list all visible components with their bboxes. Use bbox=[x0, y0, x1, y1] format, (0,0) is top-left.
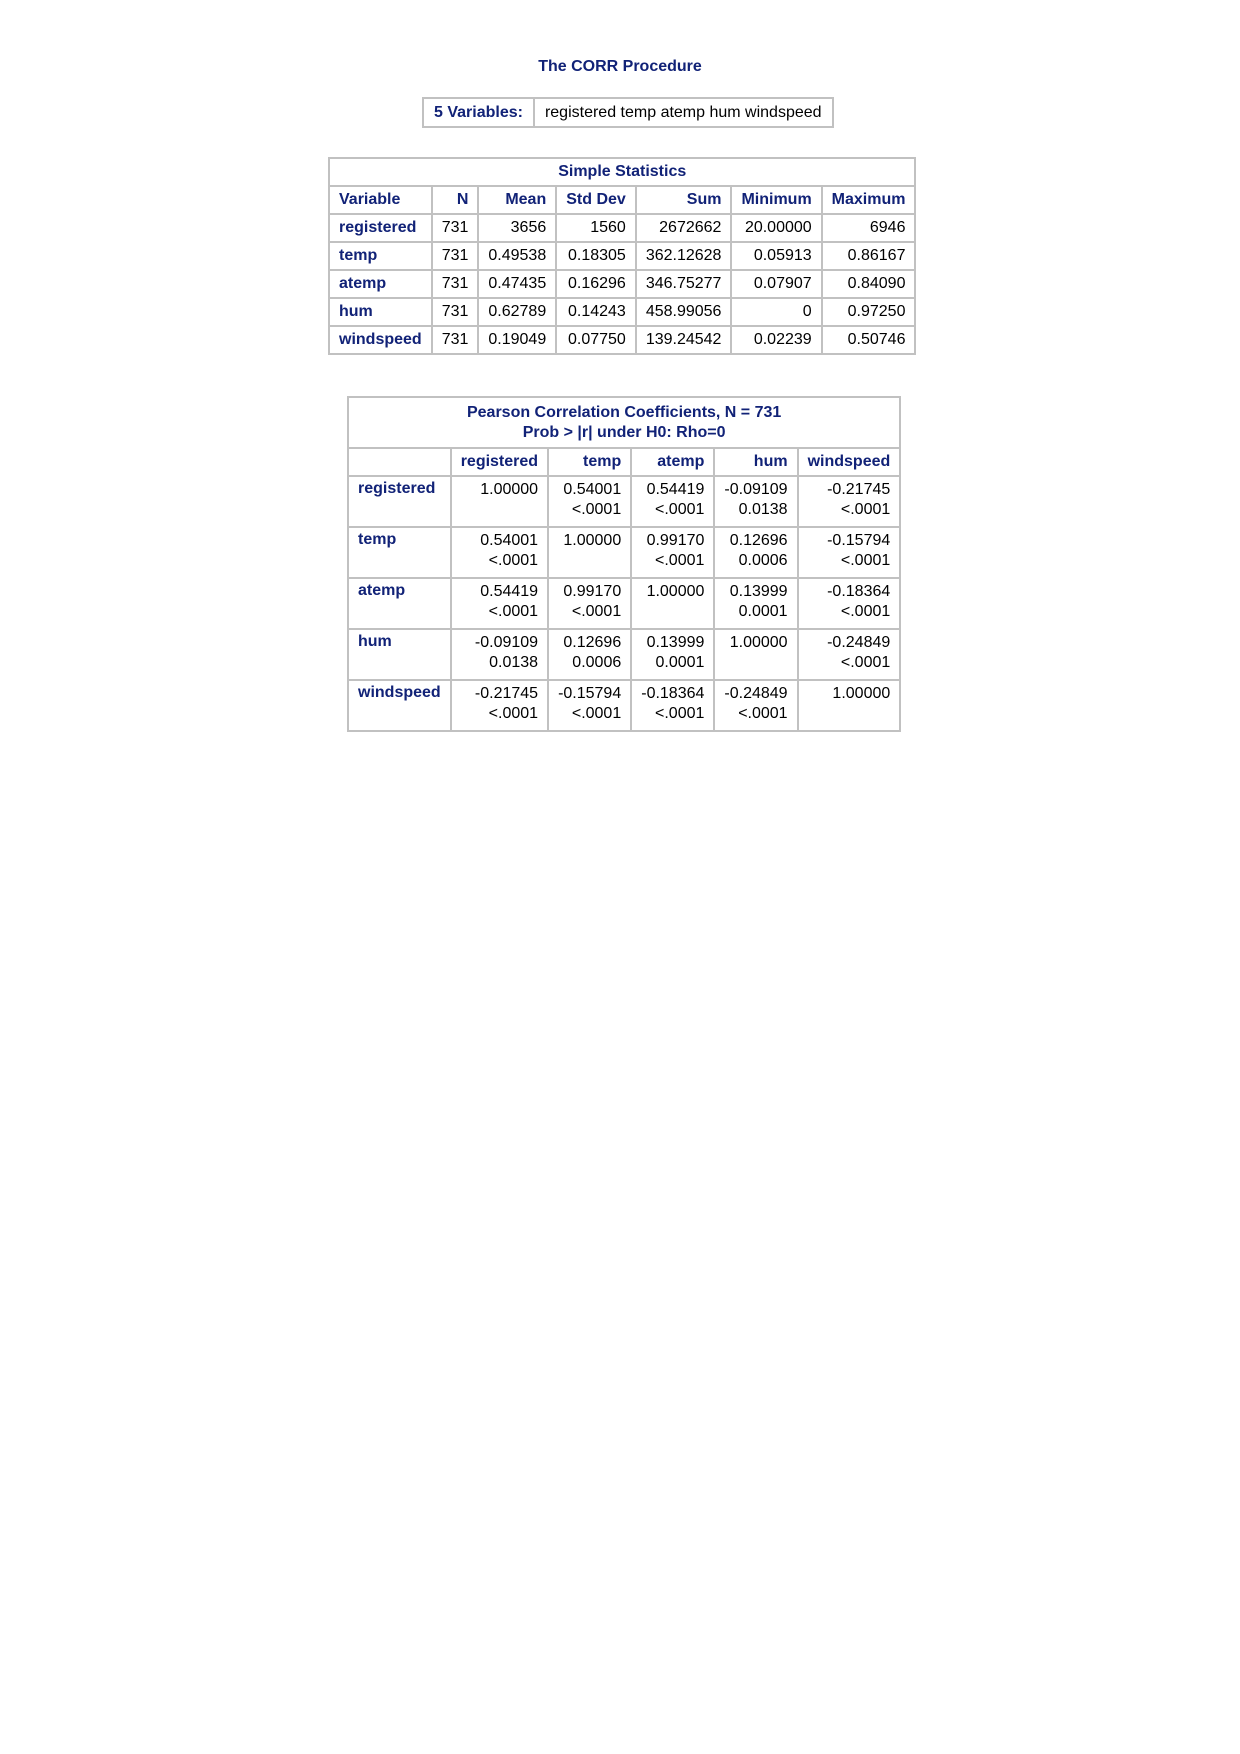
stats-row-label: hum bbox=[329, 298, 432, 326]
stats-col-header: Mean bbox=[478, 186, 556, 214]
pearson-row bbox=[348, 629, 900, 680]
pearson-coefficient: 1.00000 bbox=[832, 685, 891, 702]
stats-cell: 0.50746 bbox=[822, 326, 916, 354]
pearson-p-value: <.0001 bbox=[840, 552, 891, 569]
stats-cell: 1560 bbox=[556, 214, 636, 242]
pearson-coefficient: 1.00000 bbox=[480, 481, 539, 498]
pearson-cell bbox=[631, 629, 714, 680]
pearson-correlation-table bbox=[347, 396, 901, 732]
pearson-p-value: <.0001 bbox=[571, 603, 622, 620]
stats-cell: 346.75277 bbox=[636, 270, 732, 298]
pearson-p-value: <.0001 bbox=[488, 603, 539, 620]
pearson-p-value: 0.0006 bbox=[738, 552, 788, 569]
pearson-p-value: <.0001 bbox=[738, 705, 788, 722]
stats-cell: 0.84090 bbox=[822, 270, 916, 298]
stats-cell: 731 bbox=[432, 270, 479, 298]
simple-statistics-caption: Simple Statistics bbox=[329, 158, 915, 186]
stats-row bbox=[329, 214, 915, 242]
pearson-p-value: <.0001 bbox=[655, 705, 705, 722]
pearson-coefficient: -0.21745 bbox=[827, 481, 891, 498]
pearson-body bbox=[348, 476, 900, 731]
stats-col-header: Variable bbox=[329, 186, 432, 214]
pearson-cell bbox=[548, 527, 631, 578]
pearson-p-value: <.0001 bbox=[655, 552, 705, 569]
pearson-coefficient: 0.13999 bbox=[729, 583, 788, 600]
simple-statistics-body bbox=[329, 214, 915, 354]
pearson-coefficient: 1.00000 bbox=[563, 532, 622, 549]
pearson-cell bbox=[714, 476, 797, 527]
pearson-col-header: registered bbox=[451, 448, 548, 476]
pearson-cell bbox=[798, 680, 901, 731]
pearson-cell bbox=[631, 527, 714, 578]
stats-col-header: Maximum bbox=[822, 186, 916, 214]
stats-cell: 0.19049 bbox=[478, 326, 556, 354]
pearson-header-row bbox=[348, 448, 900, 476]
stats-cell: 0.16296 bbox=[556, 270, 636, 298]
pearson-cell bbox=[714, 680, 797, 731]
pearson-row-label: registered bbox=[348, 476, 451, 527]
pearson-coefficient: 0.12696 bbox=[563, 634, 622, 651]
stats-cell: 458.99056 bbox=[636, 298, 732, 326]
pearson-col-header: atemp bbox=[631, 448, 714, 476]
pearson-caption-line2: Prob > |r| under H0: Rho=0 bbox=[522, 423, 726, 441]
pearson-coefficient: -0.18364 bbox=[827, 583, 891, 600]
pearson-cell bbox=[798, 527, 901, 578]
pearson-coefficient: 0.13999 bbox=[646, 634, 705, 651]
stats-cell: 6946 bbox=[822, 214, 916, 242]
pearson-p-value: <.0001 bbox=[571, 705, 622, 722]
pearson-p-value: 0.0138 bbox=[738, 501, 788, 518]
stats-cell: 0.07750 bbox=[556, 326, 636, 354]
stats-cell: 0 bbox=[731, 298, 821, 326]
pearson-p-value: 0.0006 bbox=[572, 654, 622, 671]
pearson-p-value: <.0001 bbox=[840, 603, 891, 620]
pearson-p-value: <.0001 bbox=[488, 705, 539, 722]
stats-cell: 0.14243 bbox=[556, 298, 636, 326]
pearson-p-value: <.0001 bbox=[840, 501, 891, 518]
pearson-caption-line1: Pearson Correlation Coefficients, N = 731 bbox=[466, 403, 782, 421]
pearson-cell bbox=[451, 680, 548, 731]
pearson-cell bbox=[451, 476, 548, 527]
pearson-coefficient: -0.18364 bbox=[641, 685, 705, 702]
pearson-p-value: 0.0001 bbox=[738, 603, 788, 620]
pearson-col-header: temp bbox=[548, 448, 631, 476]
pearson-col-header: windspeed bbox=[798, 448, 901, 476]
pearson-cell bbox=[548, 578, 631, 629]
stats-cell: 0.07907 bbox=[731, 270, 821, 298]
pearson-cell bbox=[548, 680, 631, 731]
pearson-cell bbox=[714, 527, 797, 578]
simple-statistics-header-row bbox=[329, 186, 915, 214]
stats-row-label: temp bbox=[329, 242, 432, 270]
pearson-row-label: atemp bbox=[348, 578, 451, 629]
pearson-coefficient: -0.09109 bbox=[724, 481, 788, 498]
stats-col-header: N bbox=[432, 186, 479, 214]
stats-cell: 139.24542 bbox=[636, 326, 732, 354]
pearson-p-value: <.0001 bbox=[655, 501, 705, 518]
pearson-coefficient: 0.54419 bbox=[646, 481, 705, 498]
stats-row bbox=[329, 326, 915, 354]
pearson-cell bbox=[714, 629, 797, 680]
stats-col-header: Std Dev bbox=[556, 186, 636, 214]
pearson-cell bbox=[548, 476, 631, 527]
pearson-col-header: hum bbox=[714, 448, 797, 476]
pearson-cell bbox=[714, 578, 797, 629]
stats-cell: 0.47435 bbox=[478, 270, 556, 298]
pearson-cell bbox=[451, 527, 548, 578]
pearson-cell bbox=[798, 629, 901, 680]
stats-cell: 0.02239 bbox=[731, 326, 821, 354]
pearson-row bbox=[348, 578, 900, 629]
pearson-row-label: windspeed bbox=[348, 680, 451, 731]
stats-cell: 362.12628 bbox=[636, 242, 732, 270]
stats-cell: 0.86167 bbox=[822, 242, 916, 270]
simple-statistics-table bbox=[328, 157, 916, 355]
pearson-row bbox=[348, 476, 900, 527]
stats-cell: 2672662 bbox=[636, 214, 732, 242]
stats-row-label: registered bbox=[329, 214, 432, 242]
stats-cell: 0.97250 bbox=[822, 298, 916, 326]
pearson-caption bbox=[348, 397, 900, 448]
pearson-coefficient: 1.00000 bbox=[646, 583, 705, 600]
stats-row-label: atemp bbox=[329, 270, 432, 298]
pearson-coefficient: 1.00000 bbox=[729, 634, 788, 651]
stats-row bbox=[329, 298, 915, 326]
stats-cell: 0.05913 bbox=[731, 242, 821, 270]
pearson-cell bbox=[451, 578, 548, 629]
pearson-p-value: <.0001 bbox=[840, 654, 891, 671]
pearson-cell bbox=[631, 680, 714, 731]
pearson-row-label: hum bbox=[348, 629, 451, 680]
pearson-corner-cell bbox=[348, 448, 451, 476]
pearson-row bbox=[348, 680, 900, 731]
stats-cell: 731 bbox=[432, 326, 479, 354]
pearson-coefficient: -0.24849 bbox=[724, 685, 788, 702]
stats-col-header: Sum bbox=[636, 186, 732, 214]
pearson-coefficient: 0.54001 bbox=[480, 532, 539, 549]
variables-table bbox=[422, 97, 834, 128]
stats-cell: 731 bbox=[432, 242, 479, 270]
variables-label: 5 Variables: bbox=[423, 98, 534, 127]
pearson-cell bbox=[631, 476, 714, 527]
pearson-coefficient: 0.54419 bbox=[480, 583, 539, 600]
procedure-title: The CORR Procedure bbox=[538, 58, 702, 75]
pearson-coefficient: 0.12696 bbox=[729, 532, 788, 549]
stats-cell: 0.18305 bbox=[556, 242, 636, 270]
pearson-coefficient: -0.15794 bbox=[827, 532, 891, 549]
stats-row bbox=[329, 270, 915, 298]
pearson-coefficient: 0.99170 bbox=[646, 532, 705, 549]
variables-row bbox=[423, 98, 833, 127]
pearson-coefficient: -0.15794 bbox=[558, 685, 622, 702]
pearson-cell bbox=[631, 578, 714, 629]
stats-row-label: windspeed bbox=[329, 326, 432, 354]
pearson-p-value: <.0001 bbox=[488, 552, 539, 569]
pearson-cell bbox=[451, 629, 548, 680]
stats-col-header: Minimum bbox=[731, 186, 821, 214]
stats-cell: 731 bbox=[432, 214, 479, 242]
pearson-p-value: 0.0138 bbox=[489, 654, 539, 671]
pearson-coefficient: -0.09109 bbox=[474, 634, 539, 651]
pearson-coefficient: 0.99170 bbox=[563, 583, 622, 600]
pearson-p-value: 0.0001 bbox=[655, 654, 705, 671]
stats-row bbox=[329, 242, 915, 270]
variables-list: registered temp atemp hum windspeed bbox=[534, 98, 833, 127]
stats-cell: 731 bbox=[432, 298, 479, 326]
pearson-coefficient: 0.54001 bbox=[563, 481, 622, 498]
pearson-cell bbox=[798, 578, 901, 629]
pearson-cell bbox=[548, 629, 631, 680]
pearson-row bbox=[348, 527, 900, 578]
stats-cell: 3656 bbox=[478, 214, 556, 242]
pearson-cell bbox=[798, 476, 901, 527]
stats-cell: 0.62789 bbox=[478, 298, 556, 326]
pearson-p-value: <.0001 bbox=[571, 501, 622, 518]
pearson-row-label: temp bbox=[348, 527, 451, 578]
stats-cell: 20.00000 bbox=[731, 214, 821, 242]
stats-cell: 0.49538 bbox=[478, 242, 556, 270]
pearson-coefficient: -0.24849 bbox=[827, 634, 891, 651]
pearson-coefficient: -0.21745 bbox=[474, 685, 539, 702]
